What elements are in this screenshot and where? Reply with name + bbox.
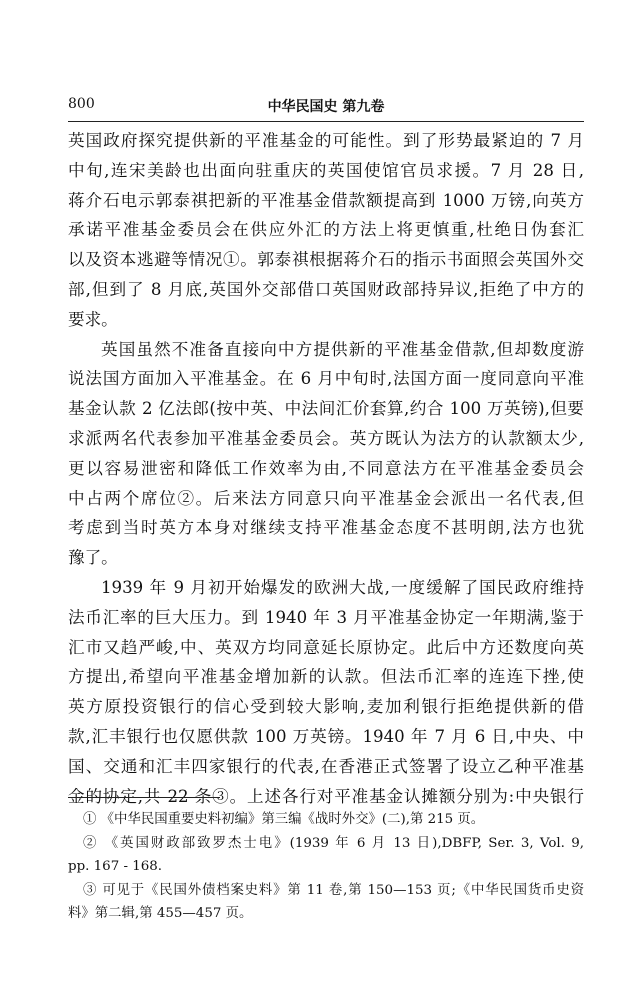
body-line: 求派两名代表参加平准基金委员会。英方既认为法方的认款额太少, [68,428,584,448]
body-text [68,126,584,811]
footnote-line: ② 《英国财政部致罗杰士电》(1939 年 6 月 13 日),DBFP, Ser. 3, Vol. 9, [83,835,584,851]
body-line: 豫了。 [68,548,118,568]
body-line: 方提出,希望向平准基金增加新的认款。但法币汇率的连连下挫,使 [68,667,584,687]
body-line: 金的协定,共 22 条③。上述各行对平准基金认摊额分别为:中央银行 [68,786,584,806]
body-line: 承诺平准基金委员会在供应外汇的方法上将更慎重,杜绝日伪套汇 [68,220,584,240]
body-line: 英方原投资银行的信心受到较大影响,麦加利银行拒绝提供新的借 [68,697,584,717]
footnote-line: pp. 167 - 168. [68,859,163,875]
body-line: 更以容易泄密和降低工作效率为由,不同意法方在平准基金委员会 [68,458,584,478]
body-line: 要求。 [68,309,118,329]
body-line: 以及资本逃避等情况①。郭泰祺根据蒋介石的指示书面照会英国外交 [68,250,584,270]
page-number: 800 [68,96,95,112]
body-line: 法币汇率的巨大压力。到 1940 年 3 月平准基金协定一年期满,鉴于 [68,607,584,627]
body-line: 款,汇丰银行也仅愿供款 100 万英镑。1940 年 7 月 6 日,中央、中 [68,726,584,746]
footnote-line: ③ 可见于《民国外债档案史料》第 11 卷,第 150—153 页;《中华民国货币史资 [83,882,584,898]
body-line: 汇市又趋严峻,中、英双方均同意延长原协定。此后中方还数度向英 [68,637,584,657]
body-line: 中旬,连宋美龄也出面向驻重庆的英国使馆官员求援。7 月 28 日, [68,160,584,180]
running-title: 中华民国史 第九卷 [267,99,385,115]
header-rule [68,121,584,122]
body-line: 国、交通和汇丰四家银行的代表,在香港正式签署了设立乙种平准基 [68,756,584,776]
body-line: 蒋介石电示郭泰祺把新的平准基金借款额提高到 1000 万镑,向英方 [68,190,584,210]
body-line: 英国虽然不准备直接向中方提供新的平准基金借款,但却数度游 [101,339,584,359]
footnote-line: 料》第二辑,第 455—457 页。 [68,906,253,922]
body-line: 说法国方面加入平准基金。在 6 月中旬时,法国方面一度同意向平准 [68,369,584,389]
footnote-line: ① 《中华民国重要史料初编》第三编《战时外交》(二),第 215 页。 [83,812,485,827]
body-line: 考虑到当时英方本身对继续支持平准基金态度不甚明朗,法方也犹 [68,518,584,538]
body-line: 中占两个席位②。后来法方同意只向平准基金会派出一名代表,但 [68,488,584,508]
footnotes [68,808,584,926]
body-line: 部,但到了 8 月底,英国外交部借口英国财政部持异议,拒绝了中方的 [68,279,584,299]
body-line: 基金认款 2 亿法郎(按中英、中法间汇价套算,约合 100 万英镑),但要 [68,399,584,419]
page-header [68,96,584,122]
body-line: 英国政府探究提供新的平准基金的可能性。到了形势最紧迫的 7 月 [68,131,584,150]
body-line: 1939 年 9 月初开始爆发的欧洲大战,一度缓解了国民政府维持 [101,577,584,597]
footnote-rule [68,797,220,798]
